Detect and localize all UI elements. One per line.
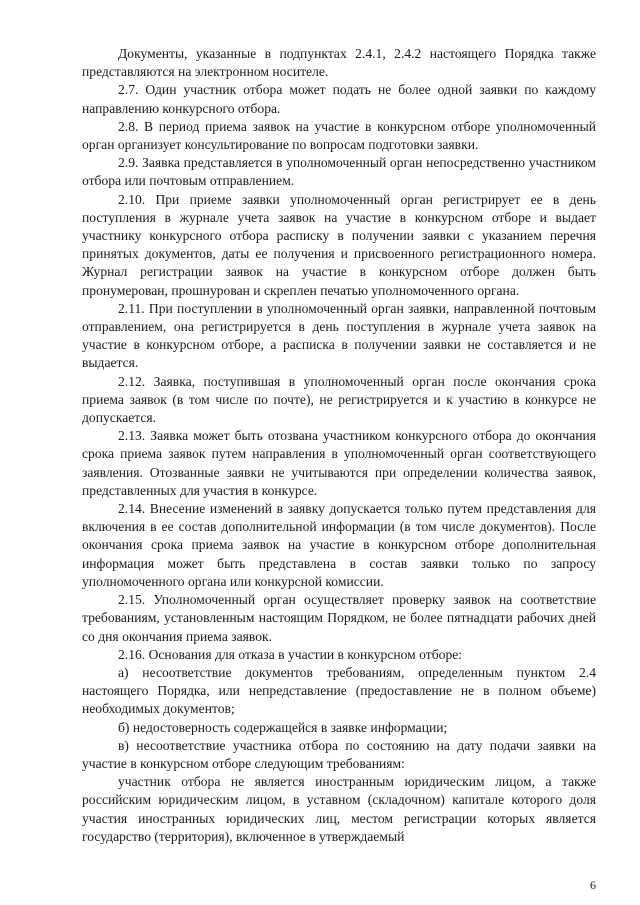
paragraph-2-16: 2.16. Основания для отказа в участии в конкурсном отборе: (118, 646, 463, 662)
paragraph-2-15: 2.15. Уполномоченный орган осуществляет проверку заявок на соответствие требованиям, установленным настоящим Порядком, не более пятнадцати рабочих дней со дня окончания приема заявок. (82, 592, 596, 644)
paragraph-2-16-v: в) несоответствие участника отбора по состоянию на дату подачи заявки на участие в конкурсном отборе следующим требованиям: (82, 737, 596, 771)
paragraph-2-12: 2.12. Заявка, поступившая в уполномоченный орган после окончания срока приема заявок (в том числе по почте), не регистрируется и к участию в конкурсе не допускается. (82, 373, 596, 426)
paragraph-2-11: 2.11. При поступлении в уполномоченный орган заявки, направленной почтовым отправлением, она регистрируется в день поступления в журнале учета заявок на участие в конкурсном отборе, а расписка в получении заявки не составляется и не выдается. (82, 300, 596, 371)
document-page (82, 45, 596, 846)
paragraph-2-8: 2.8. В период приема заявок на участие в конкурсном отборе уполномоченный орган организует консультирование по вопросам подготовки заявки. (82, 118, 596, 153)
paragraph-2-9: 2.9. Заявка представляется в уполномоченный орган непосредственно участником отбора или почтовым отправлением. (82, 155, 596, 189)
paragraph-2-10: 2.10. При приеме заявки уполномоченный орган регистрирует ее в день поступления в журнале учета заявок на участие в конкурсном отборе и выдает участнику конкурсного отбора расписку в получении заявки с указанием перечня принятых документов, даты ее получения и присвоенного регистрационного номера. Журнал регистрации заявок на участие в конкурсном отборе должен быть пронумерован, прошнурован и скреплен печатью уполномоченного органа. (82, 191, 596, 298)
paragraph-foreign-entity-requirement: участник отбора не является иностранным юридическим лицом, а также российским юридическим лицом, в уставном (складочном) капитале которого доля участия иностранных юридических лиц, местом регистрации которых является государство (территория), включенное в утверждаемый (82, 774, 596, 844)
page-number: 6 (590, 878, 596, 892)
paragraph-2-16-b: б) недостоверность содержащейся в заявке информации; (118, 719, 448, 735)
paragraph-documents-electronic: Документы, указанные в подпунктах 2.4.1, 2.4.2 настоящего Порядка также представляются на электронном носителе. (82, 46, 596, 80)
paragraph-2-14: 2.14. Внесение изменений в заявку допускается только путем представления для включения в ее состав дополнительной информации (в том числе документов). После окончания срока приема заявок на участие в конкурсном отборе дополнительная информация может быть представлена в состав заявки только по запросу уполномоченного органа или конкурсной комиссии. (82, 501, 596, 589)
paragraph-2-7: 2.7. Один участник отбора может подать не более одной заявки по каждому направлению конкурсного отбора. (82, 82, 596, 116)
paragraph-2-13: 2.13. Заявка может быть отозвана участником конкурсного отбора до окончания срока приема заявок путем направления в уполномоченный орган соответствующего заявления. Отозванные заявки не учитываются при определении количества заявок, представленных для участия в конкурсе. (82, 428, 596, 498)
paragraph-2-16-a: а) несоответствие документов требованиям, определенным пунктом 2.4 настоящего Порядка, или непредставление (предоставление не в полном объеме) необходимых документов; (82, 664, 596, 717)
